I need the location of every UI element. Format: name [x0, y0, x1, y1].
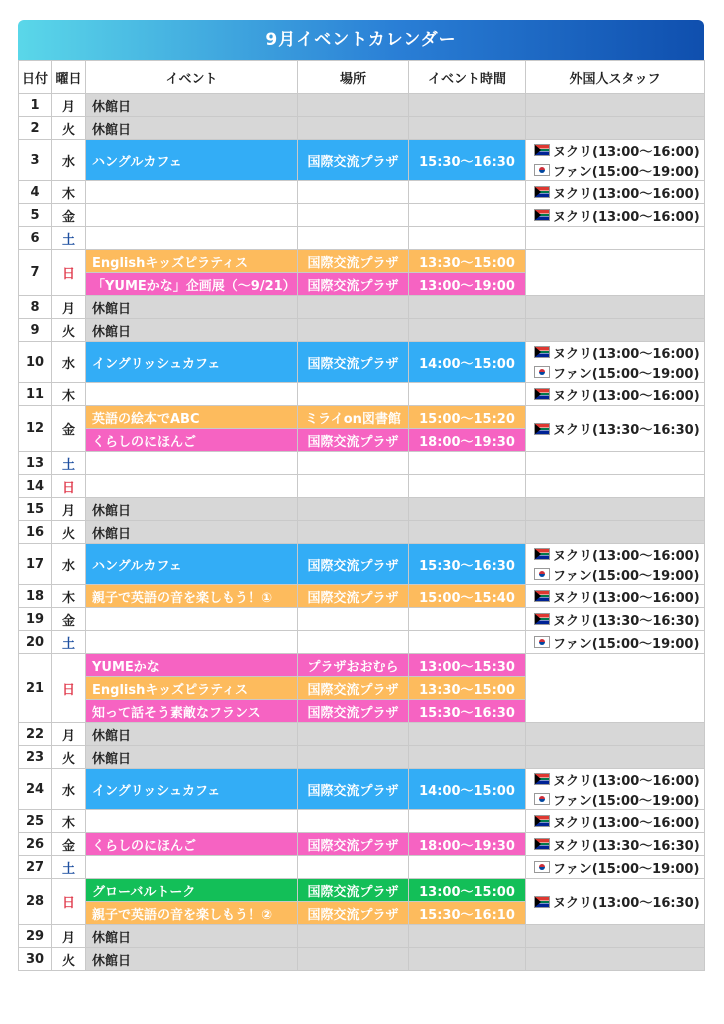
calendar-row [19, 94, 705, 117]
event-place [298, 117, 409, 140]
staff-shift: ヌクリ(13:30〜16:30) [553, 613, 700, 629]
event-place [298, 608, 409, 631]
header-row [19, 61, 705, 94]
event-time [409, 181, 526, 204]
date-cell: 15 [19, 498, 52, 521]
weekday-cell: 金 [52, 608, 86, 631]
date-cell: 8 [19, 296, 52, 319]
date-cell: 7 [19, 250, 52, 296]
south-africa-flag-icon [534, 209, 550, 221]
event-place: 国際交流プラザ [298, 700, 409, 723]
event-name [86, 204, 298, 227]
event-name [86, 383, 298, 406]
weekday-cell: 金 [52, 204, 86, 227]
staff-cell [526, 94, 705, 117]
staff-shift: ヌクリ(13:00〜16:00) [553, 346, 700, 362]
date-cell: 30 [19, 948, 52, 971]
event-name: 知って話そう素敵なフランス [86, 700, 298, 723]
event-name [86, 856, 298, 879]
date-cell: 2 [19, 117, 52, 140]
staff-cell [526, 631, 705, 654]
calendar-title: 9月イベントカレンダー [18, 20, 704, 60]
weekday-cell: 水 [52, 342, 86, 383]
staff-cell [526, 383, 705, 406]
event-time: 15:30〜16:30 [409, 700, 526, 723]
calendar-row [19, 498, 705, 521]
staff-shift: ヌクリ(13:00〜16:00) [553, 186, 700, 202]
calendar-row [19, 140, 705, 181]
date-cell: 3 [19, 140, 52, 181]
south-africa-flag-icon [534, 896, 550, 908]
event-time: 18:00〜19:30 [409, 429, 526, 452]
date-cell: 28 [19, 879, 52, 925]
staff-cell [526, 746, 705, 769]
staff-cell [526, 227, 705, 250]
calendar-row [19, 810, 705, 833]
staff-entry [534, 160, 704, 180]
closed-day-label: 休館日 [86, 94, 298, 117]
event-name [86, 181, 298, 204]
event-place: 国際交流プラザ [298, 429, 409, 452]
calendar-row [19, 475, 705, 498]
event-time [409, 452, 526, 475]
staff-cell [526, 608, 705, 631]
event-time [409, 723, 526, 746]
event-name: ハングルカフェ [86, 140, 298, 181]
date-cell: 23 [19, 746, 52, 769]
closed-day-label: 休館日 [86, 319, 298, 342]
event-place: 国際交流プラザ [298, 585, 409, 608]
date-cell: 20 [19, 631, 52, 654]
calendar-row [19, 383, 705, 406]
closed-day-label: 休館日 [86, 746, 298, 769]
event-place: 国際交流プラザ [298, 902, 409, 925]
staff-cell [526, 181, 705, 204]
calendar-row [19, 585, 705, 608]
weekday-cell: 月 [52, 296, 86, 319]
event-place [298, 723, 409, 746]
staff-cell [526, 810, 705, 833]
south-africa-flag-icon [534, 590, 550, 602]
event-time [409, 521, 526, 544]
staff-entry [534, 769, 704, 789]
staff-entry [534, 384, 704, 404]
staff-cell [526, 925, 705, 948]
event-place: 国際交流プラザ [298, 833, 409, 856]
event-place: 国際交流プラザ [298, 140, 409, 181]
staff-cell [526, 948, 705, 971]
calendar-row [19, 544, 705, 585]
date-cell: 10 [19, 342, 52, 383]
calendar-table [18, 60, 705, 971]
date-cell: 27 [19, 856, 52, 879]
calendar-row [19, 746, 705, 769]
weekday-cell: 火 [52, 948, 86, 971]
calendar-row [19, 833, 705, 856]
event-name: ハングルカフェ [86, 544, 298, 585]
staff-cell [526, 521, 705, 544]
event-time: 13:00〜15:00 [409, 879, 526, 902]
event-time [409, 383, 526, 406]
event-place: プラザおおむら [298, 654, 409, 677]
event-place [298, 452, 409, 475]
weekday-cell: 水 [52, 544, 86, 585]
staff-shift: ヌクリ(13:30〜16:30) [553, 838, 700, 854]
date-cell: 29 [19, 925, 52, 948]
event-place: ミライon図書館 [298, 406, 409, 429]
date-cell: 13 [19, 452, 52, 475]
south-africa-flag-icon [534, 346, 550, 358]
south-africa-flag-icon [534, 838, 550, 850]
event-name: Englishキッズピラティス [86, 250, 298, 273]
staff-cell [526, 406, 705, 452]
staff-entry [534, 342, 704, 362]
calendar-row [19, 204, 705, 227]
event-place [298, 948, 409, 971]
closed-day-label: 休館日 [86, 723, 298, 746]
header-place: 場所 [298, 61, 409, 94]
date-cell: 24 [19, 769, 52, 810]
staff-shift: ヌクリ(13:00〜16:00) [553, 388, 700, 404]
korea-flag-icon [534, 164, 550, 176]
event-time [409, 319, 526, 342]
event-time: 14:00〜15:00 [409, 342, 526, 383]
weekday-cell: 木 [52, 383, 86, 406]
staff-cell [526, 544, 705, 585]
date-cell: 18 [19, 585, 52, 608]
calendar-row [19, 925, 705, 948]
closed-day-label: 休館日 [86, 498, 298, 521]
staff-entry [534, 182, 704, 202]
calendar-row [19, 631, 705, 654]
staff-cell [526, 342, 705, 383]
staff-shift: ファン(15:00〜19:00) [553, 164, 700, 180]
korea-flag-icon [534, 793, 550, 805]
event-place [298, 227, 409, 250]
staff-cell [526, 204, 705, 227]
event-time [409, 296, 526, 319]
header-staff: 外国人スタッフ [526, 61, 705, 94]
event-place [298, 810, 409, 833]
south-africa-flag-icon [534, 773, 550, 785]
event-place [298, 319, 409, 342]
event-place [298, 94, 409, 117]
header-event: イベント [86, 61, 298, 94]
event-place: 国際交流プラザ [298, 879, 409, 902]
staff-shift: ヌクリ(13:00〜16:00) [553, 209, 700, 225]
event-name: くらしのにほんご [86, 429, 298, 452]
calendar-body [19, 94, 705, 971]
calendar-row [19, 608, 705, 631]
weekday-cell: 土 [52, 227, 86, 250]
event-name: 英語の絵本でABC [86, 406, 298, 429]
korea-flag-icon [534, 366, 550, 378]
event-name [86, 475, 298, 498]
event-place [298, 631, 409, 654]
calendar-row [19, 117, 705, 140]
staff-entry [534, 857, 704, 877]
staff-cell [526, 769, 705, 810]
staff-shift: ファン(15:00〜19:00) [553, 568, 700, 584]
event-place [298, 383, 409, 406]
weekday-cell: 月 [52, 94, 86, 117]
staff-cell [526, 723, 705, 746]
weekday-cell: 火 [52, 521, 86, 544]
calendar-row [19, 948, 705, 971]
staff-cell [526, 250, 705, 296]
weekday-cell: 水 [52, 140, 86, 181]
event-name [86, 452, 298, 475]
staff-cell [526, 856, 705, 879]
closed-day-label: 休館日 [86, 925, 298, 948]
event-time [409, 227, 526, 250]
weekday-cell: 土 [52, 452, 86, 475]
header-time: イベント時間 [409, 61, 526, 94]
event-time: 15:30〜16:30 [409, 140, 526, 181]
event-time [409, 948, 526, 971]
date-cell: 19 [19, 608, 52, 631]
date-cell: 26 [19, 833, 52, 856]
weekday-cell: 水 [52, 769, 86, 810]
event-time [409, 746, 526, 769]
staff-entry [534, 544, 704, 564]
date-cell: 25 [19, 810, 52, 833]
calendar-row [19, 296, 705, 319]
event-time: 13:00〜19:00 [409, 273, 526, 296]
staff-cell [526, 296, 705, 319]
calendar-row [19, 227, 705, 250]
date-cell: 16 [19, 521, 52, 544]
staff-entry [534, 140, 704, 160]
event-name [86, 810, 298, 833]
event-place: 国際交流プラザ [298, 342, 409, 383]
staff-cell [526, 452, 705, 475]
staff-entry [534, 892, 704, 912]
calendar-row [19, 879, 705, 902]
event-time: 15:00〜15:40 [409, 585, 526, 608]
header-dow: 曜日 [52, 61, 86, 94]
event-time: 13:30〜15:00 [409, 677, 526, 700]
calendar-row [19, 406, 705, 429]
event-place: 国際交流プラザ [298, 544, 409, 585]
staff-shift: ヌクリ(13:00〜16:00) [553, 773, 700, 789]
closed-day-label: 休館日 [86, 296, 298, 319]
event-place [298, 296, 409, 319]
south-africa-flag-icon [534, 186, 550, 198]
event-time: 18:00〜19:30 [409, 833, 526, 856]
event-name: くらしのにほんご [86, 833, 298, 856]
calendar-row [19, 319, 705, 342]
event-time [409, 117, 526, 140]
calendar-row [19, 654, 705, 677]
staff-cell [526, 140, 705, 181]
staff-cell [526, 475, 705, 498]
weekday-cell: 木 [52, 181, 86, 204]
staff-shift: ヌクリ(13:00〜16:00) [553, 590, 700, 606]
staff-entry [534, 419, 704, 439]
weekday-cell: 月 [52, 925, 86, 948]
event-time [409, 631, 526, 654]
weekday-cell: 日 [52, 250, 86, 296]
calendar-row [19, 342, 705, 383]
weekday-cell: 金 [52, 833, 86, 856]
event-place [298, 498, 409, 521]
staff-cell [526, 833, 705, 856]
staff-cell [526, 879, 705, 925]
event-time: 13:30〜15:00 [409, 250, 526, 273]
weekday-cell: 木 [52, 585, 86, 608]
staff-shift: ファン(15:00〜19:00) [553, 793, 700, 809]
weekday-cell: 火 [52, 117, 86, 140]
date-cell: 9 [19, 319, 52, 342]
weekday-cell: 土 [52, 856, 86, 879]
south-africa-flag-icon [534, 388, 550, 400]
staff-cell [526, 319, 705, 342]
event-name: 「YUMEかな」企画展（〜9/21） [86, 273, 298, 296]
staff-shift: ファン(15:00〜19:00) [553, 366, 700, 382]
event-place [298, 181, 409, 204]
staff-entry [534, 632, 704, 652]
staff-entry [534, 205, 704, 225]
calendar-row [19, 856, 705, 879]
event-name: 親子で英語の音を楽しもう！① [86, 585, 298, 608]
event-name [86, 608, 298, 631]
staff-cell [526, 498, 705, 521]
weekday-cell: 木 [52, 810, 86, 833]
event-place: 国際交流プラザ [298, 273, 409, 296]
weekday-cell: 火 [52, 746, 86, 769]
staff-shift: ヌクリ(13:00〜16:30) [553, 896, 700, 911]
date-cell: 17 [19, 544, 52, 585]
event-place [298, 925, 409, 948]
staff-entry [534, 789, 704, 809]
korea-flag-icon [534, 568, 550, 580]
staff-shift: ヌクリ(13:30〜16:30) [553, 423, 700, 438]
closed-day-label: 休館日 [86, 117, 298, 140]
event-time [409, 608, 526, 631]
south-africa-flag-icon [534, 548, 550, 560]
event-time: 15:00〜15:20 [409, 406, 526, 429]
event-time: 15:30〜16:10 [409, 902, 526, 925]
event-place [298, 746, 409, 769]
event-time [409, 94, 526, 117]
event-time [409, 925, 526, 948]
south-africa-flag-icon [534, 423, 550, 435]
event-name: イングリッシュカフェ [86, 769, 298, 810]
event-place [298, 856, 409, 879]
event-time [409, 475, 526, 498]
staff-cell [526, 117, 705, 140]
event-name: Englishキッズピラティス [86, 677, 298, 700]
weekday-cell: 火 [52, 319, 86, 342]
date-cell: 11 [19, 383, 52, 406]
date-cell: 5 [19, 204, 52, 227]
calendar-row [19, 250, 705, 273]
closed-day-label: 休館日 [86, 521, 298, 544]
event-name: 親子で英語の音を楽しもう！② [86, 902, 298, 925]
date-cell: 1 [19, 94, 52, 117]
weekday-cell: 土 [52, 631, 86, 654]
weekday-cell: 日 [52, 654, 86, 723]
staff-cell [526, 654, 705, 723]
date-cell: 22 [19, 723, 52, 746]
event-time: 13:00〜15:30 [409, 654, 526, 677]
closed-day-label: 休館日 [86, 948, 298, 971]
event-place: 国際交流プラザ [298, 677, 409, 700]
staff-shift: ヌクリ(13:00〜16:00) [553, 144, 700, 160]
staff-entry [534, 586, 704, 606]
calendar-row [19, 452, 705, 475]
event-calendar [18, 20, 704, 971]
event-name: イングリッシュカフェ [86, 342, 298, 383]
staff-cell [526, 585, 705, 608]
header-date: 日付 [19, 61, 52, 94]
event-time [409, 498, 526, 521]
staff-entry [534, 834, 704, 854]
event-place: 国際交流プラザ [298, 769, 409, 810]
date-cell: 21 [19, 654, 52, 723]
south-africa-flag-icon [534, 613, 550, 625]
date-cell: 12 [19, 406, 52, 452]
weekday-cell: 月 [52, 498, 86, 521]
calendar-row [19, 521, 705, 544]
staff-shift: ヌクリ(13:00〜16:00) [553, 815, 700, 831]
event-time [409, 810, 526, 833]
calendar-row [19, 181, 705, 204]
event-time: 14:00〜15:00 [409, 769, 526, 810]
event-name [86, 227, 298, 250]
event-time [409, 856, 526, 879]
weekday-cell: 金 [52, 406, 86, 452]
event-name: YUMEかな [86, 654, 298, 677]
event-time [409, 204, 526, 227]
calendar-row [19, 769, 705, 810]
staff-shift: ファン(15:00〜19:00) [553, 636, 700, 652]
event-name [86, 631, 298, 654]
staff-entry [534, 362, 704, 382]
event-time: 15:30〜16:30 [409, 544, 526, 585]
korea-flag-icon [534, 861, 550, 873]
staff-entry [534, 811, 704, 831]
date-cell: 4 [19, 181, 52, 204]
event-name: グローバルトーク [86, 879, 298, 902]
date-cell: 6 [19, 227, 52, 250]
calendar-row [19, 723, 705, 746]
weekday-cell: 日 [52, 475, 86, 498]
date-cell: 14 [19, 475, 52, 498]
event-place [298, 475, 409, 498]
weekday-cell: 日 [52, 879, 86, 925]
staff-entry [534, 609, 704, 629]
staff-shift: ヌクリ(13:00〜16:00) [553, 548, 700, 564]
south-africa-flag-icon [534, 144, 550, 156]
event-place: 国際交流プラザ [298, 250, 409, 273]
event-place [298, 204, 409, 227]
staff-entry [534, 564, 704, 584]
event-place [298, 521, 409, 544]
south-africa-flag-icon [534, 815, 550, 827]
korea-flag-icon [534, 636, 550, 648]
weekday-cell: 月 [52, 723, 86, 746]
staff-shift: ファン(15:00〜19:00) [553, 861, 700, 877]
